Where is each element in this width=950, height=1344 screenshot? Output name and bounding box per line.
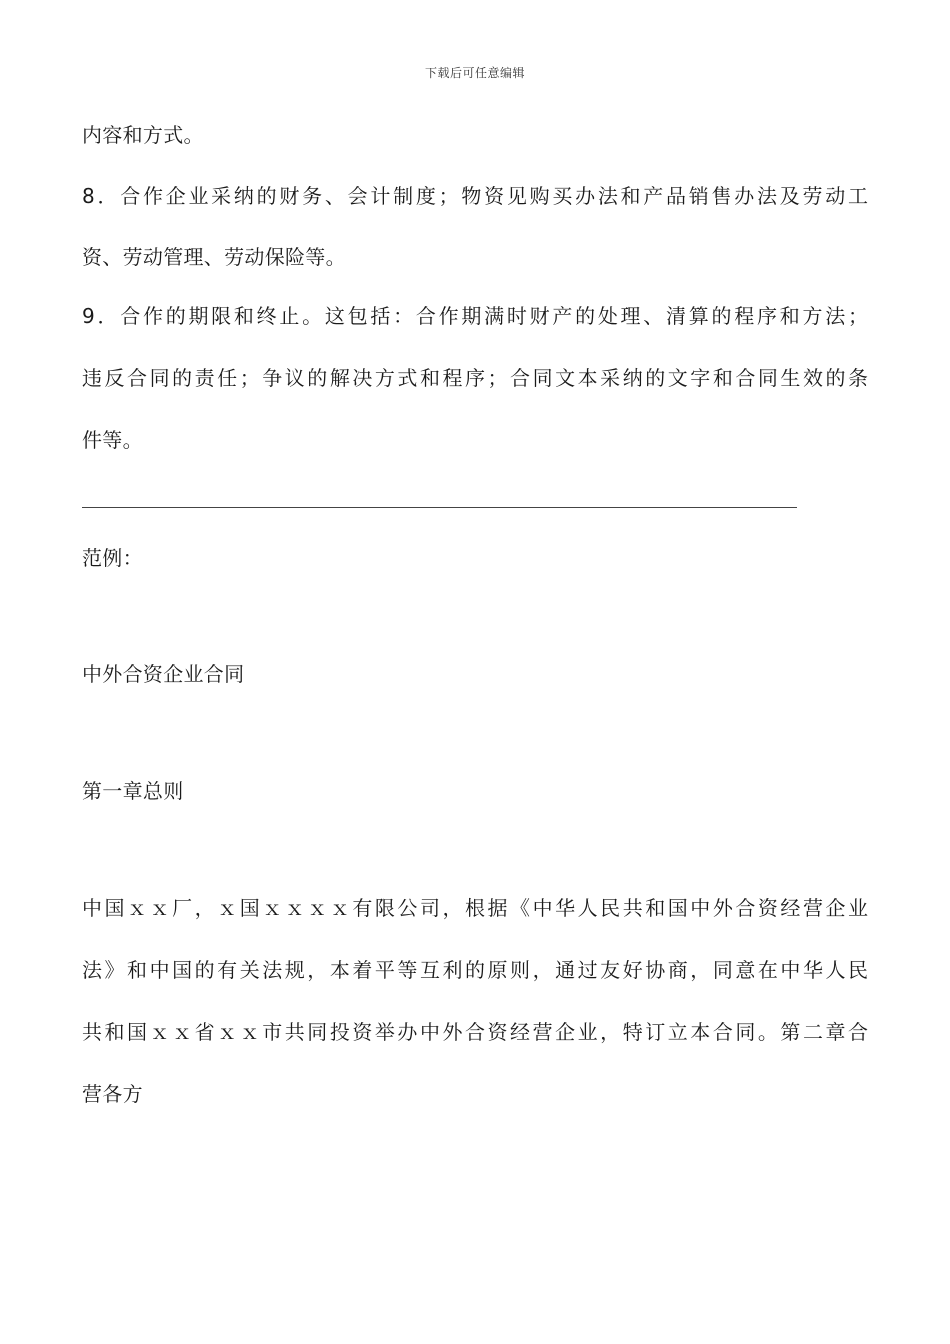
clause-line-4: 营各方: [82, 1082, 143, 1106]
contract-title: 中外合资企业合同: [82, 662, 245, 686]
body-line-5: 违反合同的责任；争议的解决方式和程序；合同文本采纳的文字和合同生效的条: [82, 366, 868, 390]
body-line-6: 件等。: [82, 428, 143, 452]
body-line-4: 9．合作的期限和终止。这包括：合作期满时财产的处理、清算的程序和方法；: [82, 304, 868, 328]
clause-line-1: 中国ｘｘ厂，ｘ国ｘｘｘｘ有限公司，根据《中华人民共和国中外合资经营企业: [82, 896, 868, 920]
page-header: 下载后可任意编辑: [424, 66, 525, 80]
horizontal-rule: [82, 507, 797, 508]
example-label: 范例：: [82, 546, 143, 570]
clause-line-2: 法》和中国的有关法规，本着平等互利的原则，通过友好协商，同意在中华人民: [82, 958, 868, 982]
body-line-2: 8．合作企业采纳的财务、会计制度；物资见购买办法和产品销售办法及劳动工: [82, 184, 868, 208]
body-line-1: 内容和方式。: [82, 123, 204, 147]
body-line-3: 资、劳动管理、劳动保险等。: [82, 245, 346, 269]
chapter-title: 第一章总则: [82, 779, 184, 803]
clause-line-3: 共和国ｘｘ省ｘｘ市共同投资举办中外合资经营企业，特订立本合同。第二章合: [82, 1020, 868, 1044]
